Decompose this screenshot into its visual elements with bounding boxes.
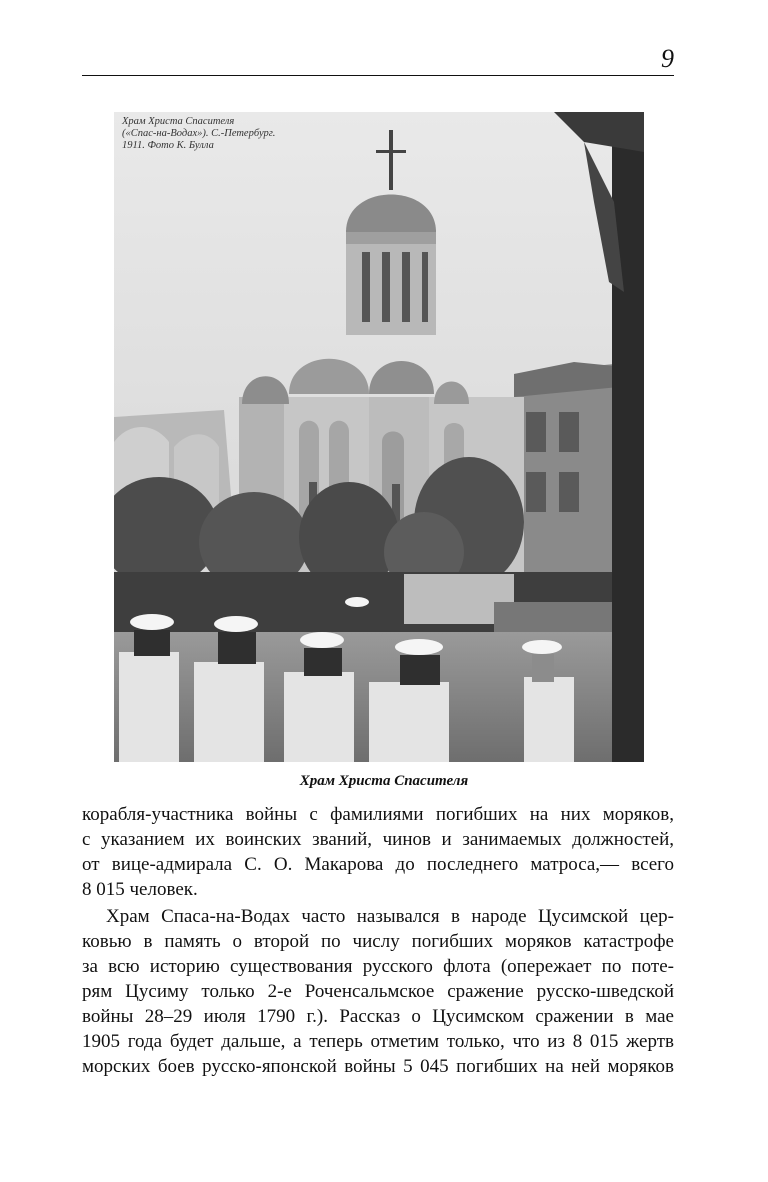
text-line: 8 015 человек. [82, 879, 198, 900]
text-line: с указанием их воинских званий, чинов и занимаемых должностей, [82, 829, 674, 850]
text-line: ковью в память о второй по числу погибших моряков катастрофе [82, 931, 674, 952]
text-line: корабля-участника войны с фамилиями погибших на них моряков, [82, 804, 674, 825]
text-line: от вице-адмирала С. О. Макарова до последнего матроса,— всего [82, 854, 674, 875]
text-line: за всю историю существования русского флота (опережает по поте- [82, 956, 674, 977]
photo-inscription [122, 116, 275, 152]
page-number: 9 [661, 44, 674, 73]
header-rule [82, 75, 674, 76]
photo-inscription-line: Храм Христа Спасителя [122, 116, 235, 127]
text-line: 1905 года будет дальше, а теперь отметим только, что из 8 015 жертв [82, 1031, 674, 1052]
text-line: морских боев русско-японской войны 5 045 погибших на ней моряков [82, 1056, 674, 1077]
body-paragraph-2 [82, 904, 674, 1079]
body-paragraph-1 [82, 802, 674, 902]
text-line: рям Цусиму только 2-е Роченсальмское сражение русско-шведской [82, 981, 674, 1002]
photo-illustration [114, 112, 644, 762]
figure-caption: Храм Христа Спасителя [299, 773, 469, 789]
text-line: войны 28–29 июля 1790 г.). Рассказ о Цусимском сражении в мае [82, 1006, 674, 1027]
church-photograph [114, 112, 644, 762]
text-line: Храм Спаса-на-Водах часто назывался в народе Цусимской цер- [106, 906, 674, 927]
photo-inscription-line: 1911. Фото К. Булла [122, 140, 214, 151]
photo-inscription-line: («Спас-на-Водах»). С.-Петербург. [122, 128, 276, 139]
